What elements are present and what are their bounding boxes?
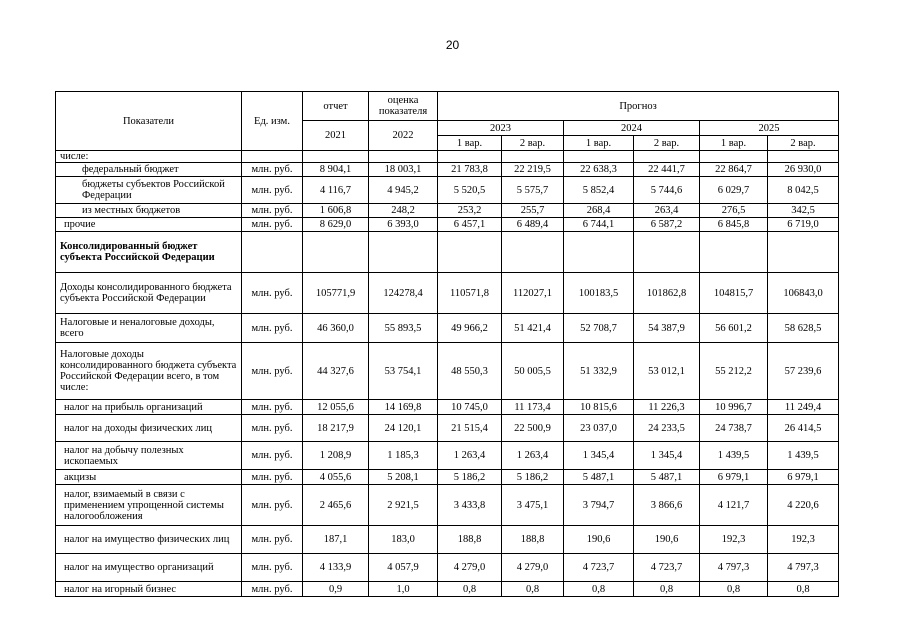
value-cell: 46 360,0	[303, 314, 369, 343]
value-cell	[564, 151, 634, 163]
value-cell: 5 744,6	[634, 177, 700, 204]
table-row	[56, 273, 839, 314]
value-cell: 4 116,7	[303, 177, 369, 204]
indicator-cell: Доходы консолидированного бюджета субъекта Российской Федерации	[56, 273, 242, 314]
value-cell: 5 487,1	[564, 470, 634, 485]
value-cell: 0,9	[303, 582, 369, 597]
value-cell: 1 439,5	[700, 442, 768, 470]
value-cell: 51 332,9	[564, 343, 634, 400]
value-cell: 5 575,7	[502, 177, 564, 204]
value-cell: 4 055,6	[303, 470, 369, 485]
unit-cell: млн. руб.	[242, 343, 303, 400]
table-row	[56, 554, 839, 582]
value-cell	[634, 151, 700, 163]
value-cell: 4 797,3	[768, 554, 839, 582]
unit-cell: млн. руб.	[242, 314, 303, 343]
value-cell: 268,4	[564, 204, 634, 218]
value-cell: 10 996,7	[700, 400, 768, 415]
value-cell: 4 279,0	[438, 554, 502, 582]
value-cell: 188,8	[438, 526, 502, 554]
value-cell	[502, 151, 564, 163]
unit-cell: млн. руб.	[242, 218, 303, 232]
value-cell: 22 441,7	[634, 163, 700, 177]
value-cell: 21 515,4	[438, 415, 502, 442]
table-row	[56, 232, 839, 273]
value-cell: 0,8	[700, 582, 768, 597]
value-cell: 1 345,4	[564, 442, 634, 470]
value-cell: 253,2	[438, 204, 502, 218]
value-cell	[369, 151, 438, 163]
unit-cell	[242, 151, 303, 163]
header-estimate: оценка показателя	[369, 92, 438, 121]
unit-cell: млн. руб.	[242, 400, 303, 415]
table-row	[56, 218, 839, 232]
value-cell	[768, 151, 839, 163]
value-cell: 105771,9	[303, 273, 369, 314]
value-cell: 5 852,4	[564, 177, 634, 204]
value-cell: 6 979,1	[700, 470, 768, 485]
value-cell: 190,6	[564, 526, 634, 554]
unit-cell: млн. руб.	[242, 177, 303, 204]
value-cell: 8 629,0	[303, 218, 369, 232]
table-row	[56, 582, 839, 597]
value-cell: 24 120,1	[369, 415, 438, 442]
value-cell: 0,8	[502, 582, 564, 597]
value-cell: 48 550,3	[438, 343, 502, 400]
unit-cell: млн. руб.	[242, 163, 303, 177]
header-forecast: Прогноз	[438, 92, 839, 121]
value-cell: 0,8	[564, 582, 634, 597]
value-cell: 53 754,1	[369, 343, 438, 400]
value-cell: 23 037,0	[564, 415, 634, 442]
budget-table	[55, 91, 839, 597]
value-cell: 4 945,2	[369, 177, 438, 204]
value-cell: 53 012,1	[634, 343, 700, 400]
indicator-cell: налог на добычу полезных ископаемых	[56, 442, 242, 470]
value-cell: 26 930,0	[768, 163, 839, 177]
value-cell: 190,6	[634, 526, 700, 554]
value-cell: 2 921,5	[369, 485, 438, 526]
value-cell: 55 212,2	[700, 343, 768, 400]
value-cell: 24 738,7	[700, 415, 768, 442]
value-cell: 22 500,9	[502, 415, 564, 442]
header-variant: 2 вар.	[502, 136, 564, 151]
value-cell: 58 628,5	[768, 314, 839, 343]
value-cell	[438, 151, 502, 163]
indicator-cell: Налоговые и неналоговые доходы, всего	[56, 314, 242, 343]
indicator-cell: числе:	[56, 151, 242, 163]
header-indicators: Показатели	[56, 92, 242, 151]
value-cell: 6 979,1	[768, 470, 839, 485]
header-actual: отчет	[303, 92, 369, 121]
value-cell: 11 173,4	[502, 400, 564, 415]
indicator-cell: налог на доходы физических лиц	[56, 415, 242, 442]
value-cell	[768, 232, 839, 273]
value-cell: 6 719,0	[768, 218, 839, 232]
value-cell: 1 185,3	[369, 442, 438, 470]
value-cell: 4 279,0	[502, 554, 564, 582]
value-cell: 57 239,6	[768, 343, 839, 400]
value-cell: 6 029,7	[700, 177, 768, 204]
table-row	[56, 470, 839, 485]
value-cell: 1 606,8	[303, 204, 369, 218]
header-year-2024: 2024	[564, 121, 700, 136]
value-cell: 248,2	[369, 204, 438, 218]
value-cell: 124278,4	[369, 273, 438, 314]
value-cell: 2 465,6	[303, 485, 369, 526]
indicator-cell: Налоговые доходы консолидированного бюджета субъекта Российской Федерации всего, в том числе:	[56, 343, 242, 400]
value-cell: 21 783,8	[438, 163, 502, 177]
value-cell: 6 744,1	[564, 218, 634, 232]
unit-cell: млн. руб.	[242, 415, 303, 442]
header-year-2022: 2022	[369, 121, 438, 151]
value-cell: 4 723,7	[564, 554, 634, 582]
table-row	[56, 177, 839, 204]
value-cell: 8 042,5	[768, 177, 839, 204]
header-year-2021: 2021	[303, 121, 369, 151]
unit-cell	[242, 232, 303, 273]
page-number: 20	[445, 38, 460, 52]
unit-cell: млн. руб.	[242, 273, 303, 314]
value-cell: 3 794,7	[564, 485, 634, 526]
value-cell: 55 893,5	[369, 314, 438, 343]
table-row	[56, 442, 839, 470]
unit-cell: млн. руб.	[242, 582, 303, 597]
value-cell: 4 220,6	[768, 485, 839, 526]
value-cell	[700, 151, 768, 163]
value-cell: 5 487,1	[634, 470, 700, 485]
header-row-1	[56, 92, 839, 121]
indicator-cell: бюджеты субъектов Российской Федерации	[56, 177, 242, 204]
value-cell: 276,5	[700, 204, 768, 218]
value-cell: 1 345,4	[634, 442, 700, 470]
value-cell: 10 745,0	[438, 400, 502, 415]
value-cell	[369, 232, 438, 273]
value-cell: 110571,8	[438, 273, 502, 314]
header-variant: 1 вар.	[564, 136, 634, 151]
unit-cell: млн. руб.	[242, 470, 303, 485]
value-cell: 188,8	[502, 526, 564, 554]
value-cell: 1,0	[369, 582, 438, 597]
value-cell: 52 708,7	[564, 314, 634, 343]
value-cell	[564, 232, 634, 273]
value-cell: 255,7	[502, 204, 564, 218]
value-cell: 11 226,3	[634, 400, 700, 415]
value-cell: 0,8	[634, 582, 700, 597]
value-cell: 100183,5	[564, 273, 634, 314]
indicator-cell: налог на игорный бизнес	[56, 582, 242, 597]
table-row	[56, 163, 839, 177]
value-cell: 4 121,7	[700, 485, 768, 526]
value-cell: 6 845,8	[700, 218, 768, 232]
value-cell: 5 520,5	[438, 177, 502, 204]
table-row	[56, 343, 839, 400]
value-cell: 18 217,9	[303, 415, 369, 442]
value-cell: 5 186,2	[502, 470, 564, 485]
table-row	[56, 204, 839, 218]
header-variant: 1 вар.	[700, 136, 768, 151]
value-cell: 5 186,2	[438, 470, 502, 485]
indicator-cell: федеральный бюджет	[56, 163, 242, 177]
header-variant: 2 вар.	[634, 136, 700, 151]
indicator-cell: акцизы	[56, 470, 242, 485]
table-row	[56, 400, 839, 415]
value-cell: 3 866,6	[634, 485, 700, 526]
value-cell	[303, 232, 369, 273]
header-unit: Ед. изм.	[242, 92, 303, 151]
value-cell: 106843,0	[768, 273, 839, 314]
value-cell: 22 864,7	[700, 163, 768, 177]
value-cell: 26 414,5	[768, 415, 839, 442]
value-cell: 24 233,5	[634, 415, 700, 442]
table-row	[56, 314, 839, 343]
value-cell: 51 421,4	[502, 314, 564, 343]
value-cell: 1 208,9	[303, 442, 369, 470]
value-cell: 6 393,0	[369, 218, 438, 232]
value-cell: 5 208,1	[369, 470, 438, 485]
value-cell: 49 966,2	[438, 314, 502, 343]
unit-cell: млн. руб.	[242, 485, 303, 526]
value-cell: 3 475,1	[502, 485, 564, 526]
indicator-cell: налог, взимаемый в связи с применением упрощенной системы налогообложения	[56, 485, 242, 526]
unit-cell: млн. руб.	[242, 554, 303, 582]
indicator-cell: Консолидированный бюджет субъекта Российской Федерации	[56, 232, 242, 273]
table-row	[56, 526, 839, 554]
value-cell: 0,8	[438, 582, 502, 597]
header-variant: 2 вар.	[768, 136, 839, 151]
value-cell: 183,0	[369, 526, 438, 554]
value-cell: 6 457,1	[438, 218, 502, 232]
value-cell: 4 797,3	[700, 554, 768, 582]
indicator-cell: налог на имущество организаций	[56, 554, 242, 582]
value-cell: 104815,7	[700, 273, 768, 314]
value-cell: 1 263,4	[438, 442, 502, 470]
value-cell	[303, 151, 369, 163]
value-cell: 112027,1	[502, 273, 564, 314]
value-cell: 192,3	[768, 526, 839, 554]
indicator-cell: прочие	[56, 218, 242, 232]
value-cell: 8 904,1	[303, 163, 369, 177]
header-variant: 1 вар.	[438, 136, 502, 151]
table-row	[56, 151, 839, 163]
value-cell: 192,3	[700, 526, 768, 554]
value-cell: 11 249,4	[768, 400, 839, 415]
unit-cell: млн. руб.	[242, 526, 303, 554]
value-cell: 44 327,6	[303, 343, 369, 400]
indicator-cell: налог на прибыль организаций	[56, 400, 242, 415]
value-cell: 4 723,7	[634, 554, 700, 582]
header-year-2023: 2023	[438, 121, 564, 136]
value-cell: 263,4	[634, 204, 700, 218]
indicator-cell: из местных бюджетов	[56, 204, 242, 218]
unit-cell: млн. руб.	[242, 204, 303, 218]
value-cell: 101862,8	[634, 273, 700, 314]
table-row	[56, 415, 839, 442]
value-cell: 1 263,4	[502, 442, 564, 470]
value-cell: 22 219,5	[502, 163, 564, 177]
value-cell: 22 638,3	[564, 163, 634, 177]
value-cell: 56 601,2	[700, 314, 768, 343]
value-cell: 50 005,5	[502, 343, 564, 400]
value-cell: 12 055,6	[303, 400, 369, 415]
value-cell: 18 003,1	[369, 163, 438, 177]
value-cell	[502, 232, 564, 273]
value-cell	[700, 232, 768, 273]
indicator-cell: налог на имущество физических лиц	[56, 526, 242, 554]
value-cell	[438, 232, 502, 273]
value-cell: 14 169,8	[369, 400, 438, 415]
value-cell: 0,8	[768, 582, 839, 597]
value-cell: 10 815,6	[564, 400, 634, 415]
value-cell: 54 387,9	[634, 314, 700, 343]
header-year-2025: 2025	[700, 121, 839, 136]
value-cell: 187,1	[303, 526, 369, 554]
table-row	[56, 485, 839, 526]
value-cell: 4 133,9	[303, 554, 369, 582]
value-cell: 6 587,2	[634, 218, 700, 232]
value-cell: 6 489,4	[502, 218, 564, 232]
value-cell: 3 433,8	[438, 485, 502, 526]
unit-cell: млн. руб.	[242, 442, 303, 470]
value-cell	[634, 232, 700, 273]
value-cell: 4 057,9	[369, 554, 438, 582]
value-cell: 1 439,5	[768, 442, 839, 470]
value-cell: 342,5	[768, 204, 839, 218]
